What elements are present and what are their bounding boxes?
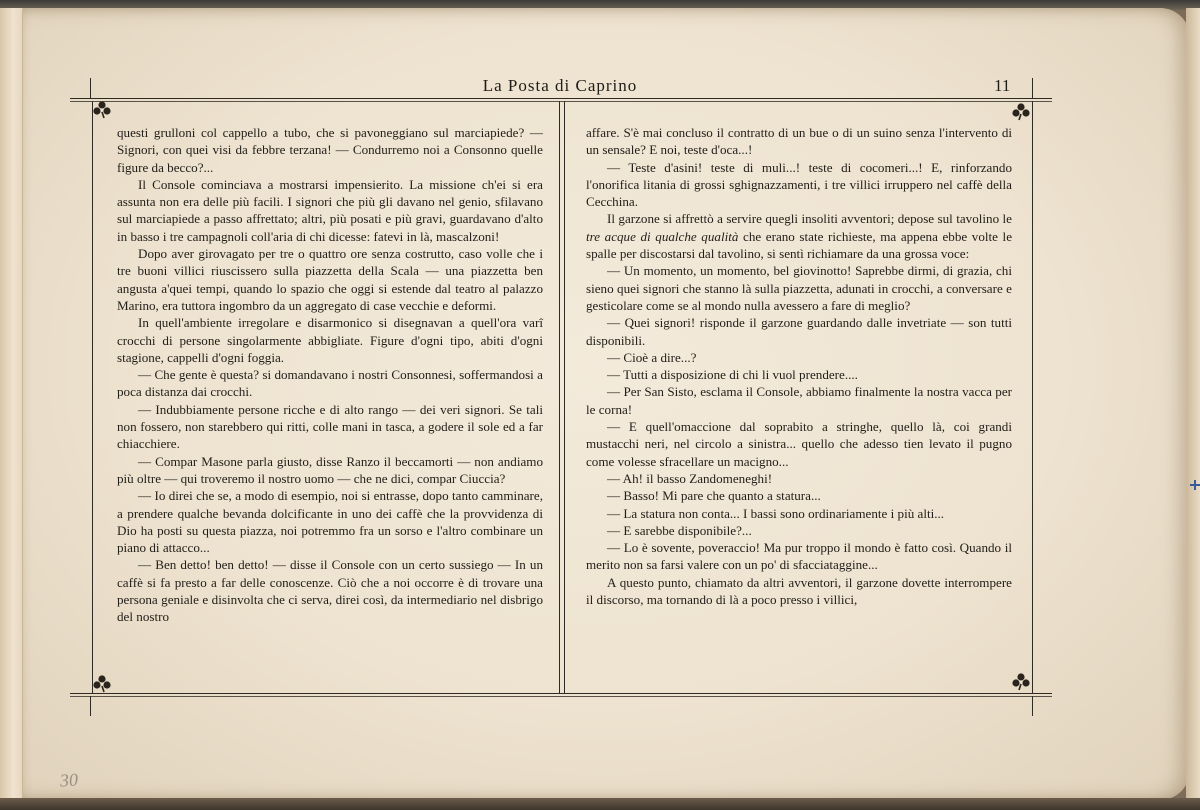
paragraph-text: Il garzone si affrettò a servire quegli insoliti avventori; depose sul tavolino le (607, 211, 1012, 227)
paragraph: — Basso! Mi pare che quanto a statura... (607, 488, 821, 504)
paragraph: — Teste d'asini! teste di muli...! teste di cocomeri...! E, rinforzando l'onorifica litania di grossi sghignazzamenti, i tre villici irruppero nel caffè della Cecchina. (586, 159, 1012, 210)
paragraph: — Io direi che se, a modo di esempio, noi si entrasse, dopo tanto camminare, a prendere qualche bevanda dolcificante in uno dei caffè che la provvidenza di Dio ha posti su questa piazza, noi potremmo fra un sorso e l'altro combinare un piano di attacco... (117, 488, 543, 556)
clover-ornament-icon (1011, 672, 1031, 692)
paragraph: questi grulloni col cappello a tubo, che si pavoneggiano sul marciapiede? — Signori, con quei visi da febbre terzana! — Condurremo noi a Consonno quelle figure da becco?... (117, 125, 543, 175)
book-binding-bottom (0, 798, 1200, 810)
frame-left-rule (92, 101, 93, 693)
text-column-right (586, 124, 1012, 608)
clover-ornament-icon (92, 674, 112, 694)
paragraph-text: che erano state richieste, ma appena ebbe volte le spalle per discostarsi dal tavolino, si sentì richiamare da una grossa voce: (586, 228, 1013, 262)
paragraph: — Indubbiamente persone ricche e di alto rango — dei veri signori. Se tali non fossero, non starebbero qui ritti, colle mani in tasca, a godere il sole ed a far chiacchiere. (117, 401, 543, 452)
frame-top-rule-inner (70, 101, 1052, 102)
paragraph: — E sarebbe disponibile?... (607, 522, 752, 538)
paragraph: Dopo aver girovagato per tre o quattro ore senza costrutto, caso volle che i tre buoni villici riuscissero sulla piazzetta della Scala — una piazzetta ben angusta a'quei tempi, quando lo spazio che oggi si estende dal teatro al palazzo Marino, era tuttora ingombro da un aggregato di case vecchie e deformi. (117, 246, 543, 313)
paragraph: affare. S'è mai concluso il contratto di un bue o di un suino senza l'intervento di un sensale? E noi, teste d'oca...! (586, 125, 1012, 158)
paragraph: — Quei signori! risponde il garzone guardando dalle invetriate — son tutti disponibili. (586, 315, 1012, 348)
italic-phrase: tre acque di qualche qualità (586, 228, 739, 244)
footer-tick-right (1032, 696, 1033, 716)
header-tick-right (1032, 78, 1033, 98)
frame-bottom-rule (70, 693, 1052, 694)
clover-ornament-icon (92, 100, 112, 120)
paragraph: — E quell'omaccione dal soprabito a stringhe, quello là, coi grandi mustacchi neri, nel circolo a sinistra... quello che adesso tien levato il pugno come volesse sfracellare un macigno... (586, 419, 1012, 469)
paragraph (586, 210, 1012, 262)
running-head-title: La Posta di Caprino (482, 76, 638, 95)
paragraph: — La statura non conta... I bassi sono ordinariamente i più alti... (607, 505, 945, 521)
column-divider-right (564, 101, 565, 693)
scan-registration-mark (1194, 480, 1196, 490)
text-column-left (117, 124, 543, 626)
column-divider-left (559, 101, 560, 693)
footer-tick-left (90, 696, 91, 716)
paragraph: — Ben detto! ben detto! — disse il Console con un certo sussiego — In un caffè si fa presto a far delle conoscenze. Ciò che a noi occorre è di trovare una persona geniale e disinvolta che ci serva, direi così, da intermediario nel disbrigo del nostro (117, 557, 543, 625)
facing-page-edge (0, 8, 23, 800)
paragraph: — Lo è sovente, poveraccio! Ma pur troppo il mondo è fatto così. Quando il merito non sa farsi valere con un po' di sfacciataggine... (586, 540, 1012, 573)
frame-right-rule (1032, 101, 1033, 693)
clover-ornament-icon (1011, 102, 1031, 122)
paragraph: Il Console cominciava a mostrarsi impensierito. La missione ch'ei si era assunta non era delle più facili. I signori che più gli davano nel genio, sfilavano sul marciapiede a passo affrettato; altri, più posati e più gravi, guardavano d'alto in basso i tre campagnoli coll'aria di chi dicesse: fatevi in là, mascalzoni! (117, 176, 543, 244)
pencil-margin-note: 30 (59, 769, 79, 791)
page-edge-right (1186, 8, 1200, 808)
paragraph: — Ah! il basso Zandomeneghi! (607, 470, 773, 486)
paragraph: — Che gente è questa? si domandavano i nostri Consonnesi, soffermandosi a poca distanza dai crocchi. (117, 367, 543, 400)
paragraph: — Per San Sisto, esclama il Console, abbiamo finalmente la nostra vacca per le corna! (586, 384, 1012, 417)
page-number: 11 (994, 76, 1011, 95)
paragraph: — Cioè a dire...? (607, 349, 697, 365)
frame-top-rule (70, 98, 1052, 99)
header-tick-left (90, 78, 91, 98)
paragraph: — Tutti a disposizione di chi li vuol prendere.... (607, 367, 858, 383)
paragraph: In quell'ambiente irregolare e disarmonico si disegnavan a quell'ora varî crocchi di persone singolarmente abbigliate. Figure d'ogni tipo, abiti d'ogni stagione, cappelli d'ogni foggia. (117, 315, 543, 365)
paragraph: A questo punto, chiamato da altri avventori, il garzone dovette interrompere il discorso, ma tornando di là a poco presso i villici, (586, 574, 1012, 608)
frame-bottom-rule-inner (70, 696, 1052, 697)
paragraph: — Un momento, un momento, bel giovinotto! Saprebbe dirmi, di grazia, chi sieno quei signori che stanno là sulla piazzetta, adunati in crocchi, a conversare e gesticolare come se al mondo nulla avessero a fare di meglio? (586, 263, 1012, 313)
paragraph: — Compar Masone parla giusto, disse Ranzo il beccamorti — non andiamo più oltre — qui troveremo il nostro uomo — che ne dici, compar Ciuccia? (117, 453, 543, 486)
